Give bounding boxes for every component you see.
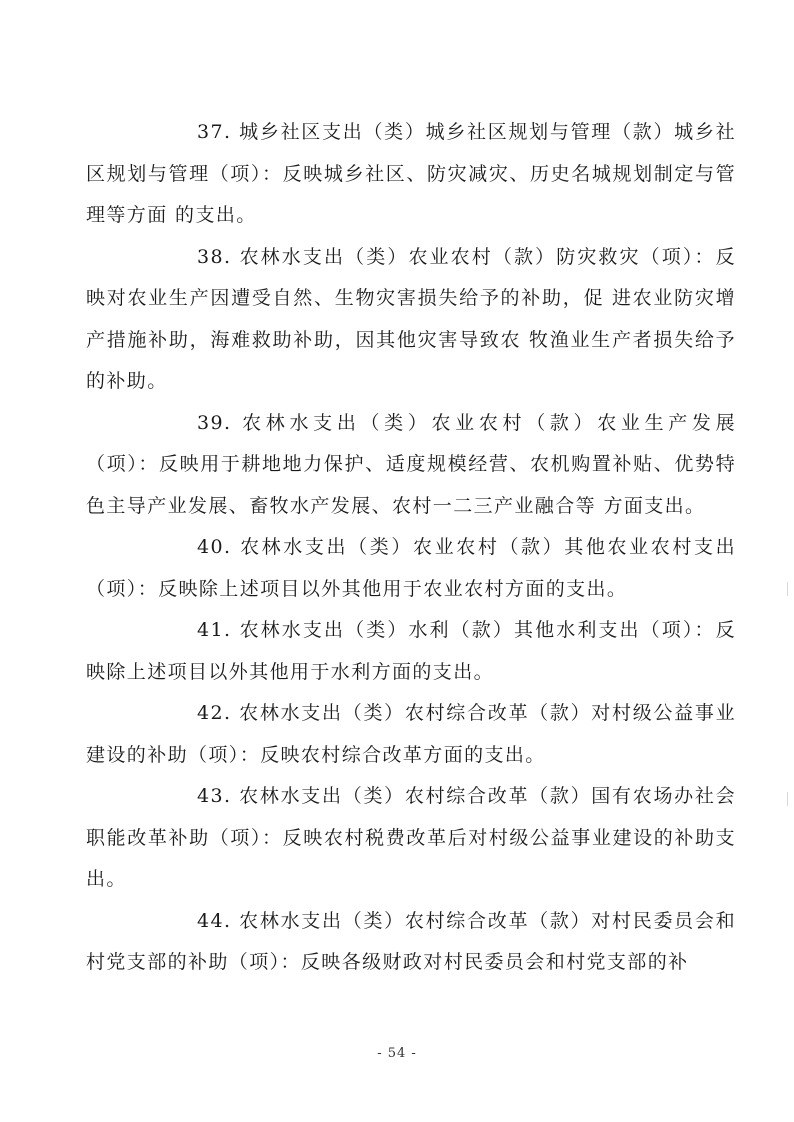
scan-margin-mark	[787, 582, 788, 596]
paragraph-39: 39. 农林水支出（类）农业农村（款）农业生产发展（项）：反映用于耕地地力保护、适度规模经营、农机购置补贴、优势特色主导产业发展、畜牧水产发展、农村一二三产业融合等 方面支出。	[86, 411, 736, 517]
paragraph-43: 43. 农林水支出（类）农村综合改革（款）国有农场办社会职能改革补助（项）：反映农村税费改革后对村级公益事业建设的补助支出。	[86, 785, 736, 890]
paragraph-38: 38. 农林水支出（类）农业农村（款）防灾救灾（项）：反映对农业生产因遭受自然、生物灾害损失给予的补助，促 进农业防灾增产措施补助，海难救助补助，因其他灾害导致农 牧渔业生产者损失给予的补助。	[86, 245, 736, 392]
paragraph-41: 41. 农林水支出（类）水利（款）其他水利支出（项）：反映除上述项目以外其他用于水利方面的支出。	[86, 619, 736, 683]
paragraph-42: 42. 农林水支出（类）农村综合改革（款）对村级公益事业建设的补助（项）：反映农村综合改革方面的支出。	[86, 702, 736, 766]
scan-margin-mark	[787, 792, 788, 806]
document-body	[86, 112, 736, 984]
paragraph-44: 44. 农林水支出（类）农村综合改革（款）对村民委员会和村党支部的补助（项）：反映各级财政对村民委员会和村党支部的补	[86, 909, 736, 973]
page-number: - 54 -	[377, 1046, 417, 1061]
paragraph-40: 40. 农林水支出（类）农业农村（款）其他农业农村支出（项）：反映除上述项目以外其他用于农业农村方面的支出。	[86, 536, 736, 600]
paragraph-37: 37. 城乡社区支出（类）城乡社区规划与管理（款）城乡社区规划与管理（项）：反映城乡社区、防灾减灾、历史名城规划制定与管理等方面 的支出。	[86, 121, 736, 226]
